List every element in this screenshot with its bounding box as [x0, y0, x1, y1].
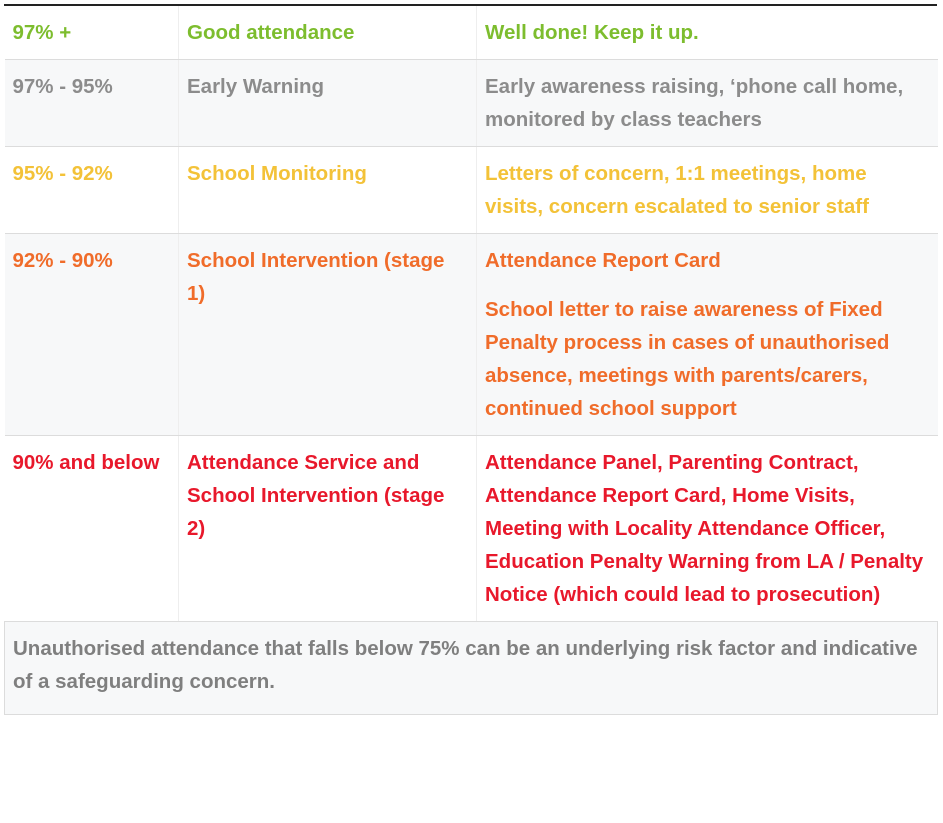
- attendance-range: 97% - 95%: [5, 60, 179, 147]
- attendance-status: Early Warning: [179, 60, 477, 147]
- attendance-action: [477, 234, 938, 436]
- attendance-action: [477, 147, 938, 234]
- action-text: Early awareness raising, ‘phone call home, monitored by class teachers: [485, 75, 904, 131]
- attendance-status: Attendance Service and School Intervention (stage 2): [179, 436, 477, 622]
- table-row: [5, 60, 938, 147]
- attendance-range: 92% - 90%: [5, 234, 179, 436]
- attendance-table: [4, 6, 938, 715]
- attendance-range: 97% +: [5, 6, 179, 60]
- action-text: Letters of concern, 1:1 meetings, home visits, concern escalated to senior staff: [485, 162, 869, 218]
- attendance-status: Good attendance: [179, 6, 477, 60]
- attendance-table-container: [4, 4, 937, 715]
- attendance-range: 90% and below: [5, 436, 179, 622]
- table-row: [5, 436, 938, 622]
- attendance-action: [477, 6, 938, 60]
- action-text: Attendance Report Card: [485, 249, 721, 272]
- table-footer-row: [5, 622, 938, 715]
- table-row: [5, 6, 938, 60]
- attendance-action: [477, 60, 938, 147]
- action-text: Attendance Panel, Parenting Contract, Attendance Report Card, Home Visits, Meeting with Locality Attendance Officer, Education Penalty Warning from LA / Penalty Notice (which could lead to prosecution): [485, 451, 924, 606]
- table-row: [5, 147, 938, 234]
- attendance-range: 95% - 92%: [5, 147, 179, 234]
- attendance-action: [477, 436, 938, 622]
- action-text: Well done! Keep it up.: [485, 21, 699, 44]
- attendance-status: School Intervention (stage 1): [179, 234, 477, 436]
- action-text: School letter to raise awareness of Fixed Penalty process in cases of unauthorised absence, meetings with parents/carers, continued school support: [485, 298, 890, 420]
- attendance-status: School Monitoring: [179, 147, 477, 234]
- safeguarding-note: Unauthorised attendance that falls below 75% can be an underlying risk factor and indicative of a safeguarding concern.: [5, 622, 938, 715]
- table-row: [5, 234, 938, 436]
